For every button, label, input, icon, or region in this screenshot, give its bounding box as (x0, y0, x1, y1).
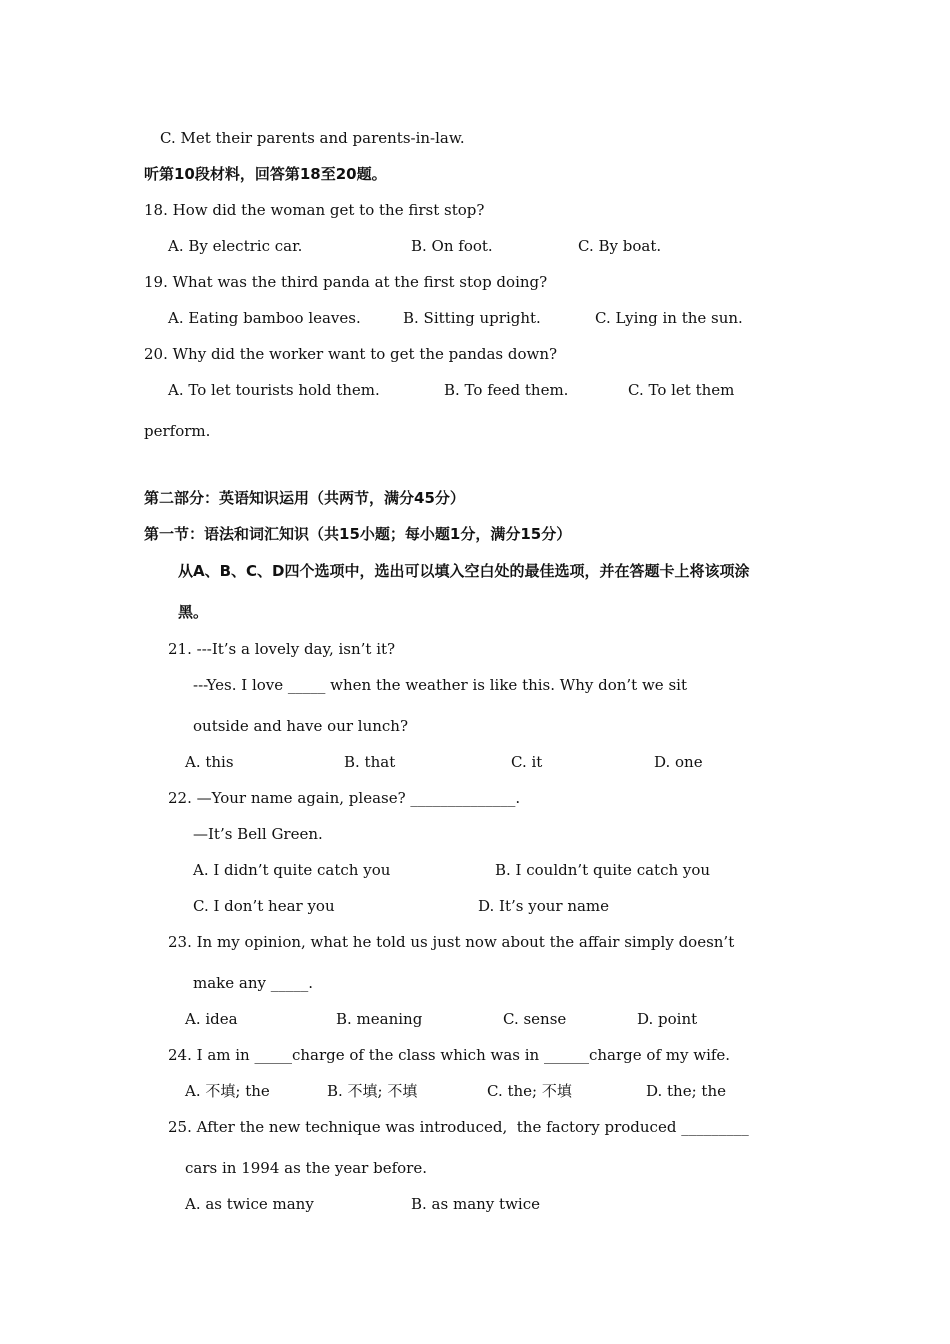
q22-option-a: A. I didn’t quite catch you (193, 861, 391, 879)
q21-option-c: C. it (511, 753, 543, 771)
q21-option-a: A. this (185, 753, 234, 771)
q24-option-b: B. 不填; 不填 (327, 1082, 418, 1100)
q25-option-b: B. as many twice (411, 1195, 540, 1213)
q20-option-c-continued: perform. (144, 422, 211, 440)
q20-stem: 20. Why did the worker want to get the pandas down? (144, 345, 558, 363)
q24-option-c: C. the; 不填 (487, 1082, 572, 1100)
q23-option-d: D. point (637, 1010, 698, 1028)
q25-stem: 25. After the new technique was introduced, the factory produced _________ (168, 1118, 749, 1136)
q24-option-a: A. 不填; the (185, 1082, 270, 1100)
instruction-line-1: 从A、B、C、D四个选项中，选出可以填入空白处的最佳选项，并在答题卡上将该项涂 (178, 562, 750, 580)
q18-option-c: C. By boat. (578, 237, 662, 255)
section1-title: 第一节：语法和词汇知识（共15小题；每小题1分，满分15分） (144, 525, 572, 543)
q25-option-a: A. as twice many (185, 1195, 314, 1213)
q22-option-b: B. I couldn’t quite catch you (495, 861, 711, 879)
q21-option-d: D. one (654, 753, 703, 771)
q21-option-b: B. that (344, 753, 396, 771)
q25-line-2: cars in 1994 as the year before. (185, 1159, 427, 1177)
q19-option-a: A. Eating bamboo leaves. (168, 309, 361, 327)
q23-option-c: C. sense (503, 1010, 567, 1028)
q19-option-b: B. Sitting upright. (403, 309, 541, 327)
q24-stem: 24. I am in _____charge of the class which was in ______charge of my wife. (168, 1046, 731, 1064)
q24-option-d: D. the; the (646, 1082, 726, 1100)
q18-option-b: B. On foot. (411, 237, 493, 255)
q22-option-d: D. It’s your name (478, 897, 610, 915)
q21-line-2: ---Yes. I love _____ when the weather is like this. Why don’t we sit (193, 676, 687, 694)
q21-line-3: outside and have our lunch? (193, 717, 409, 735)
q23-option-b: B. meaning (336, 1010, 423, 1028)
q23-line-2: make any _____. (193, 974, 314, 992)
q20-option-b: B. To feed them. (444, 381, 569, 399)
q20-option-c: C. To let them (628, 381, 735, 399)
q19-option-c: C. Lying in the sun. (595, 309, 743, 327)
listening-10-header: 听第10段材料，回答第18至20题。 (144, 165, 387, 183)
q22-stem: 22. —Your name again, please? ______________. (168, 789, 521, 807)
q22-line-2: —It’s Bell Green. (193, 825, 323, 843)
q19-stem: 19. What was the third panda at the first stop doing? (144, 273, 548, 291)
q20-option-a: A. To let tourists hold them. (168, 381, 380, 399)
instruction-line-2: 黑。 (178, 603, 209, 621)
q18-option-a: A. By electric car. (168, 237, 303, 255)
q23-stem: 23. In my opinion, what he told us just now about the affair simply doesn’t (168, 933, 735, 951)
q18-stem: 18. How did the woman get to the first stop? (144, 201, 485, 219)
q21-stem: 21. ---It’s a lovely day, isn’t it? (168, 640, 396, 658)
q17-option-c: C. Met their parents and parents-in-law. (160, 129, 465, 147)
q22-option-c: C. I don’t hear you (193, 897, 335, 915)
part2-title: 第二部分：英语知识运用（共两节，满分45分） (144, 489, 465, 507)
q23-option-a: A. idea (185, 1010, 238, 1028)
